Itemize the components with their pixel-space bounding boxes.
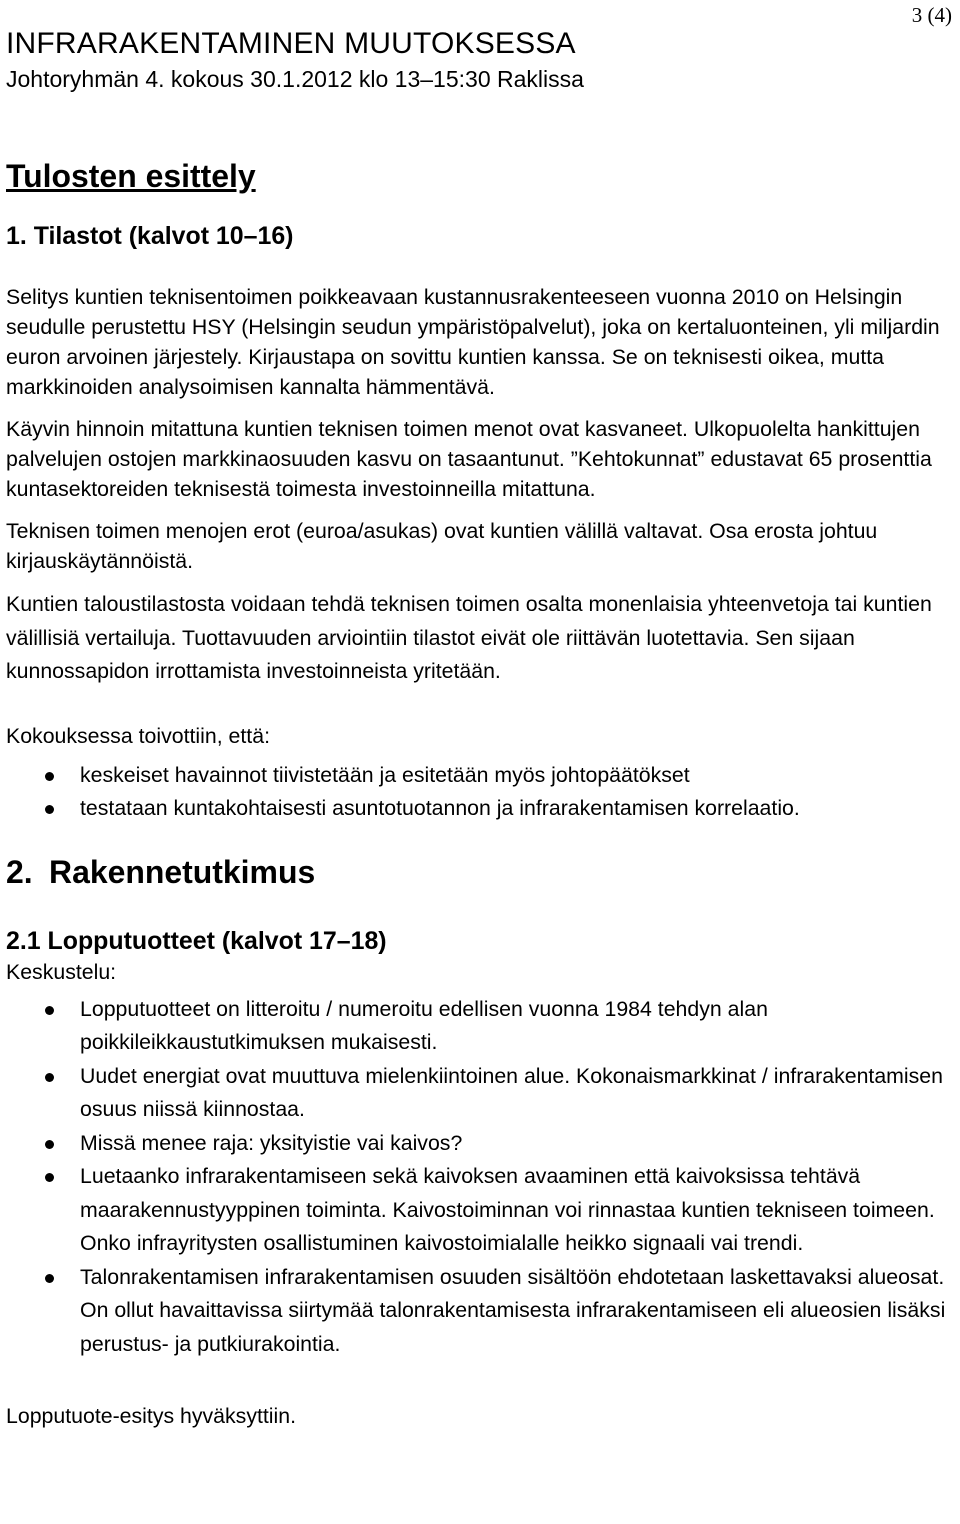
discussion-label: Keskustelu:: [6, 959, 117, 984]
list-item: [6, 993, 952, 1060]
list-item: [6, 1160, 952, 1261]
list-item-text: Lopputuotteet on litteroitu / numeroitu edellisen vuonna 1984 tehdyn alan poikkileikkaustutkimuksen mukaisesti.: [80, 996, 768, 1054]
stats-paragraph-1: Selitys kuntien teknisentoimen poikkeavaan kustannusrakenteeseen vuonna 2010 on Helsingin seudulle perustettu HSY (Helsingin seudun ympäristöpalvelut), joka on kertaluonteinen, yli miljardin euron arvoinen järjestely. Kirjaustapa on sovittu kuntien kanssa. Se on teknisesti oikea, mutta markkinoiden analysoimisen kannalta hämmentävä.: [6, 285, 940, 399]
meeting-wish-intro: Kokouksessa toivottiin, että:: [6, 723, 270, 748]
structure-heading: [6, 853, 952, 890]
bullet-icon: [45, 1006, 54, 1015]
list-item-text: Missä menee raja: yksityistie vai kaivos?: [80, 1130, 463, 1155]
stats-paragraph-4: Kuntien taloustilastosta voidaan tehdä teknisen toimen osalta monenlaisia yhteenvetoja tai kuntien välillisiä vertailuja. Tuottavuuden arviointiin tilastot eivät ole riittävän luotettavia. Sen sijaan kunnossapidon irrottamista investoinneista yritetään.: [6, 592, 932, 683]
document-body: [6, 160, 952, 1431]
results-heading: Tulosten esittely: [6, 158, 256, 194]
list-item-text: keskeiset havainnot tiivistetään ja esitetään myös johtopäätökset: [80, 762, 690, 787]
list-item-text: testataan kuntakohtaisesti asuntotuotannon ja infrarakentamisen korrelaatio.: [80, 796, 800, 820]
list-item: [6, 792, 952, 826]
structure-heading-number: 2.: [6, 853, 33, 890]
discussion-list: [6, 993, 952, 1362]
stats-paragraph-3: Teknisen toimen menojen erot (euroa/asukas) ovat kuntien välillä valtavat. Osa erosta johtuu kirjauskäytännöistä.: [6, 519, 878, 573]
list-item-text: Luetaanko infrarakentamiseen sekä kaivoksen avaaminen että kaivoksissa tehtävä maarakennustyyppinen toiminta. Kaivostoiminnan voi rinnastaa kuntien tekniseen toimeen. Onko infrayritysten osallistuminen kaivostoimialalle heikko signaali vai trendi.: [80, 1164, 935, 1255]
bullet-icon: [45, 805, 54, 814]
stats-paragraph-2: Käyvin hinnoin mitattuna kuntien teknisen toimen menot ovat kasvaneet. Ulkopuolelta hankittujen palvelujen ostojen markkinaosuuden kasvu on tasaantunut. ”Kehtokunnat” edustavat 65 prosenttia kuntasektoreiden teknisestä toimesta investoinneilla mitattuna.: [6, 417, 932, 501]
bullet-icon: [45, 1274, 54, 1283]
list-item: [6, 1060, 952, 1127]
bullet-icon: [45, 1140, 54, 1149]
list-item: [6, 1127, 952, 1161]
list-item-text: Talonrakentamisen infrarakentamisen osuuden sisältöön ehdotetaan laskettavaksi alueosat. On ollut havaittavissa siirtymää talonrakentamisesta infrarakentamiseen eli alueosien lisäksi perustus- ja putkiurakointia.: [80, 1264, 946, 1356]
list-item-text: Uudet energiat ovat muuttuva mielenkiintoinen alue. Kokonaismarkkinat / infrarakentamisen osuus niissä kiinnostaa.: [80, 1063, 943, 1121]
list-item: [6, 1261, 952, 1362]
list-item: [6, 759, 952, 793]
bullet-icon: [45, 772, 54, 781]
meeting-wish-list: [6, 759, 952, 826]
document-title: INFRARAKENTAMINEN MUUTOKSESSA: [6, 27, 576, 60]
conclusion-text: Lopputuote-esitys hyväksyttiin.: [6, 1404, 297, 1428]
structure-heading-text: Rakennetutkimus: [49, 853, 316, 890]
page-number: 3 (4): [911, 3, 952, 27]
stats-heading: 1. Tilastot (kalvot 10–16): [6, 222, 294, 250]
bullet-icon: [45, 1173, 54, 1182]
bullet-icon: [45, 1073, 54, 1082]
document-header: [6, 24, 906, 94]
document-subtitle: Johtoryhmän 4. kokous 30.1.2012 klo 13–15:30 Raklissa: [6, 66, 584, 92]
endproducts-heading: 2.1 Lopputuotteet (kalvot 17–18): [6, 926, 387, 955]
